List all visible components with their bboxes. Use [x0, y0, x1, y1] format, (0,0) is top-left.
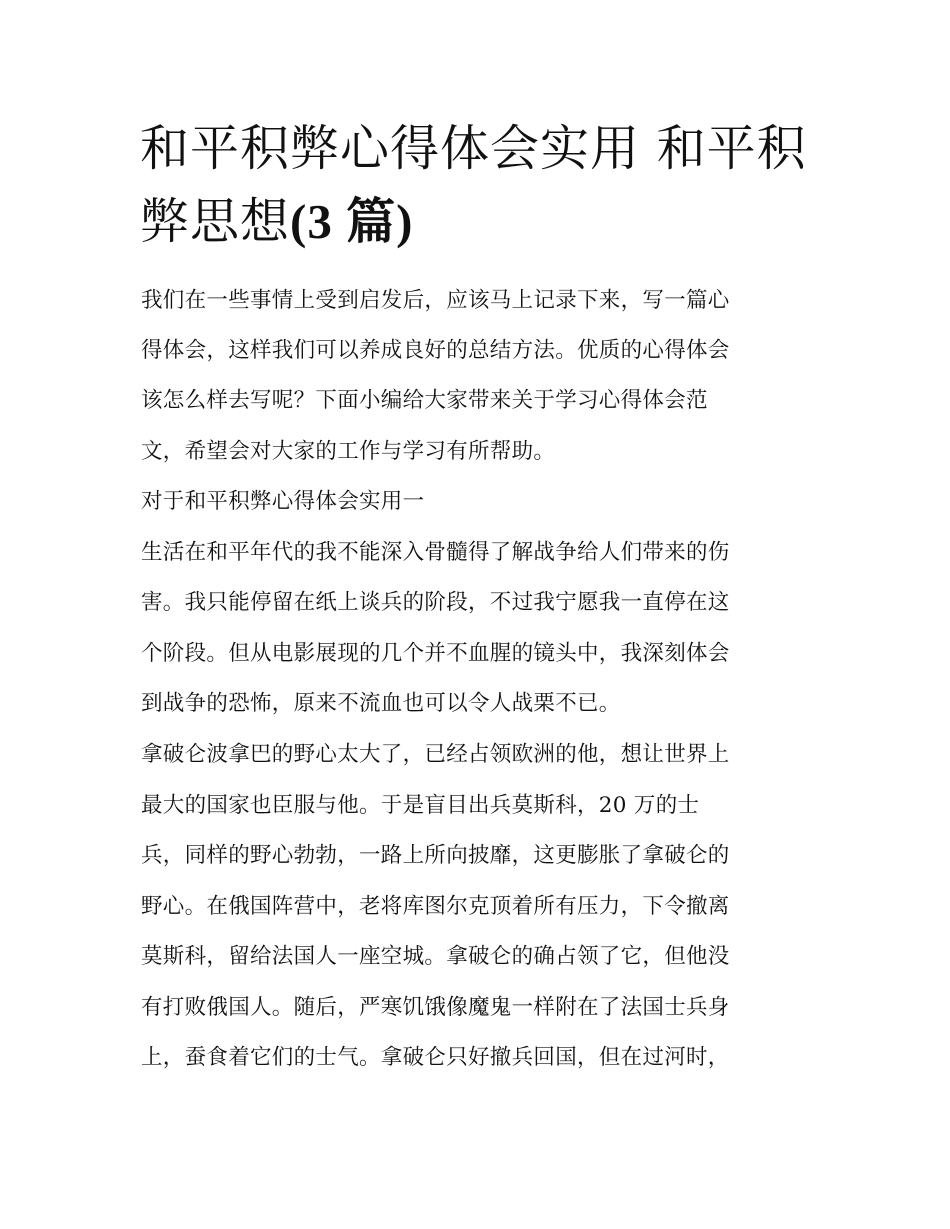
title-line-2-suffix: (3 篇) — [290, 194, 414, 249]
paragraph-line: 个阶段。但从电影展现的几个并不血腥的镜头中，我深刻体会 — [141, 641, 730, 666]
paragraph-line: 兵，同样的野心勃勃，一路上所向披靡，这更膨胀了拿破仑的 — [141, 843, 730, 868]
paragraph-line: 野心。在俄国阵营中，老将库图尔克顶着所有压力，下令撤离 — [141, 894, 730, 919]
paragraph-line: 最大的国家也臣服与他。于是盲目出兵莫斯科，20 万的士 — [141, 793, 700, 818]
paragraph-line: 害。我只能停留在纸上谈兵的阶段，不过我宁愿我一直停在这 — [141, 590, 730, 615]
title-line-2-prefix: 弊思想 — [140, 193, 291, 250]
title-line-1: 和平积弊心得体会实用 和平积 — [140, 120, 807, 177]
paragraph-line: 到战争的恐怖，原来不流血也可以令人战栗不已。 — [141, 691, 621, 716]
document-title — [140, 112, 820, 258]
paragraph-line: 得体会，这样我们可以养成良好的总结方法。优质的心得体会 — [141, 338, 730, 363]
paragraph-line: 莫斯科，留给法国人一座空城。拿破仑的确占领了它，但他没 — [141, 944, 730, 969]
paragraph-line: 我们在一些事情上受到启发后，应该马上记录下来，写一篇心 — [141, 288, 730, 313]
paragraph-line: 该怎么样去写呢？下面小编给大家带来关于学习心得体会范 — [141, 388, 708, 413]
paragraph-line: 上，蚕食着它们的士气。拿破仑只好撤兵回国，但在过河时， — [141, 1045, 730, 1070]
paragraph-line: 有打败俄国人。随后，严寒饥饿像魔鬼一样附在了法国士兵身 — [141, 995, 730, 1020]
paragraph-line: 文，希望会对大家的工作与学习有所帮助。 — [141, 439, 556, 464]
paragraph-line: 拿破仑波拿巴的野心太大了，已经占领欧洲的他，想让世界上 — [141, 742, 730, 767]
paragraph-line: 生活在和平年代的我不能深入骨髓得了解战争给人们带来的伤 — [141, 540, 730, 565]
section-heading: 对于和平积弊心得体会实用一 — [141, 489, 425, 514]
